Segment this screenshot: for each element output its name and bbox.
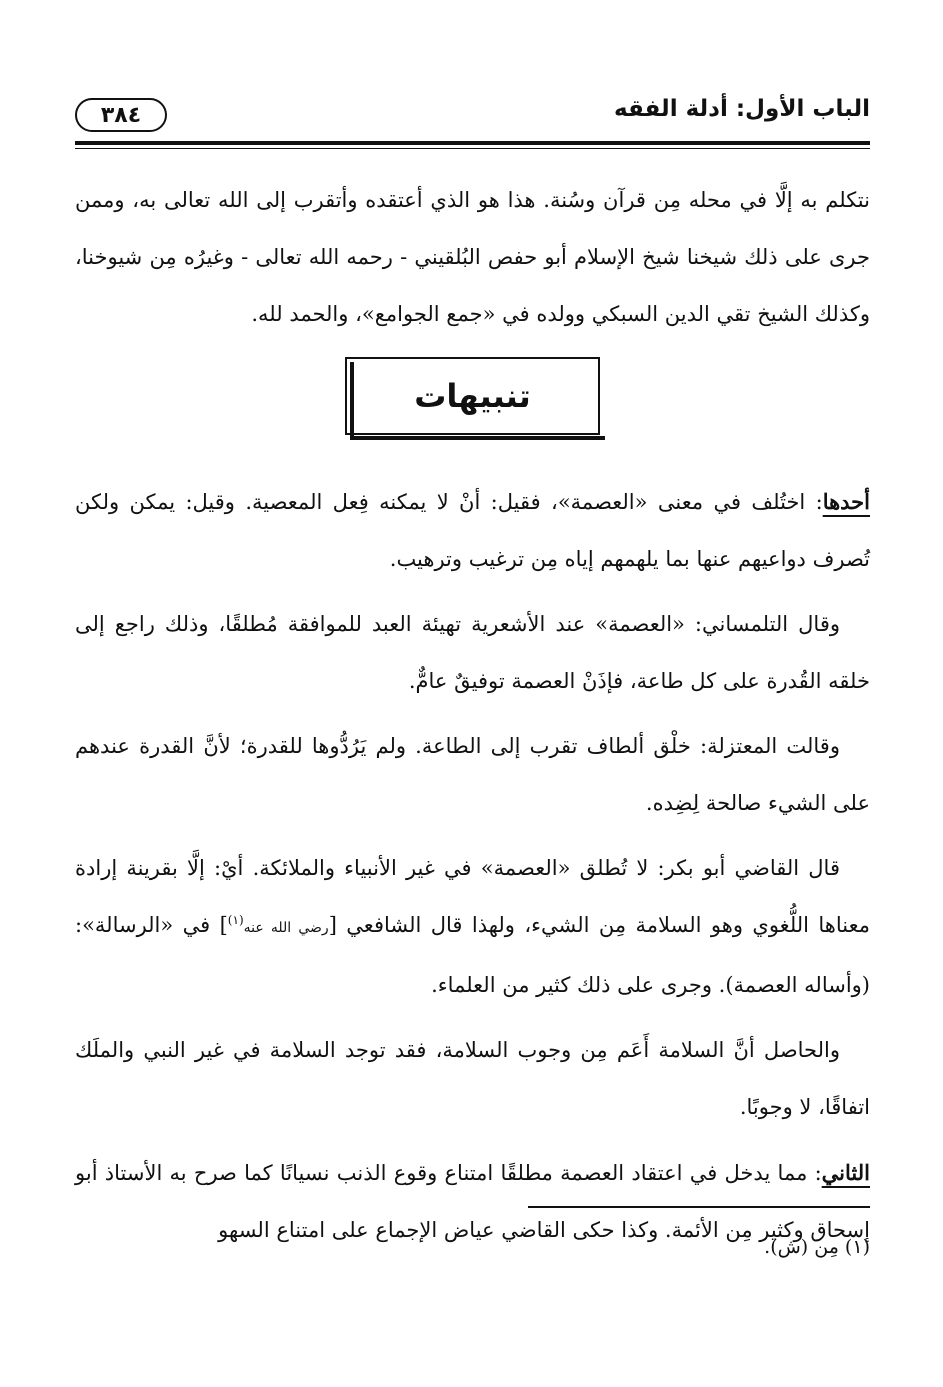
page-header xyxy=(75,90,870,150)
paragraph-qadi-abu-bakr xyxy=(75,840,870,1014)
paragraph-tilimsani: وقال التلمساني: «العصمة» عند الأشعرية تهيئة العبد للموافقة مُطلقًا، وذلك راجع إلى خلقه القُدرة على كل طاعة، فإذَنْ العصمة توفيقٌ عامٌّ. xyxy=(75,612,870,693)
paragraph-text: : اختُلف في معنى «العصمة»، فقيل: أنْ لا يمكنه فِعل المعصية. وقيل: يمكن ولكن تُصرف دواعيهم عنها بما يلهمهم إياه مِن ترغيب وترهيب. xyxy=(75,490,870,571)
paragraph-conclusion: والحاصل أنَّ السلامة أَعَم مِن وجوب السلامة، فقد توجد السلامة في غير النبي والملَك اتفاقًا، لا وجوبًا. xyxy=(75,1038,870,1119)
body-text xyxy=(75,172,870,1267)
footnote-ref: (١) xyxy=(227,913,244,927)
page-number-badge: ٣٨٤ xyxy=(75,98,167,132)
header-rule-thin xyxy=(75,148,870,149)
footnote: (١) مِن (ش). xyxy=(764,1236,870,1258)
paragraph-first-note xyxy=(75,473,870,588)
honorific-phrase: رضي الله عنه xyxy=(243,920,329,936)
paragraph-text: قال القاضي أبو بكر: لا تُطلق «العصمة» في غير الأنبياء والملائكة. أيْ: إلَّا بقرينة إرادة معناها اللُّغوي وهو السلامة مِن الشيء، ولهذا قال الشافعي [ xyxy=(75,856,870,937)
running-title: الباب الأول: أدلة الفقه xyxy=(614,96,870,122)
paragraph-continuation: نتكلم به إلَّا في محله مِن قرآن وسُنة. هذا هو الذي أعتقده وأتقرب إلى الله تعالى به، وممن جرى على ذلك شيخنا شيخ الإسلام أبو حفص البُلقيني - رحمه الله تعالى - وغيرُه مِن شيوخنا، وكذلك الشيخ تقي الدين السبكي وولده في «جمع الجوامع»، والحمد لله. xyxy=(75,188,870,326)
header-rule-thick xyxy=(75,141,870,145)
footnote-divider xyxy=(528,1206,870,1208)
section-heading-area xyxy=(75,343,870,473)
note-lead-first: أحدها xyxy=(822,489,870,514)
note-lead-second: الثاني xyxy=(821,1160,870,1185)
paragraph-second-note xyxy=(75,1144,870,1259)
paragraph-text: : مما يدخل في اعتقاد العصمة مطلقًا امتناع وقوع الذنب نسيانًا كما صرح به الأستاذ أبو إسحاق وكثير مِن الأئمة. وكذا حكى القاضي عياض الإجماع على امتناع السهو xyxy=(75,1161,870,1242)
section-heading: تنبيهات xyxy=(345,357,600,435)
paragraph-text: ] في «الرسالة»: (وأساله العصمة). وجرى على ذلك كثير من العلماء. xyxy=(75,913,870,997)
paragraph-mutazila: وقالت المعتزلة: خلْق ألطاف تقرب إلى الطاعة. ولم يَرُدُّوها للقدرة؛ لأنَّ القدرة عندهم على الشيء صالحة لِضِده. xyxy=(75,734,870,815)
